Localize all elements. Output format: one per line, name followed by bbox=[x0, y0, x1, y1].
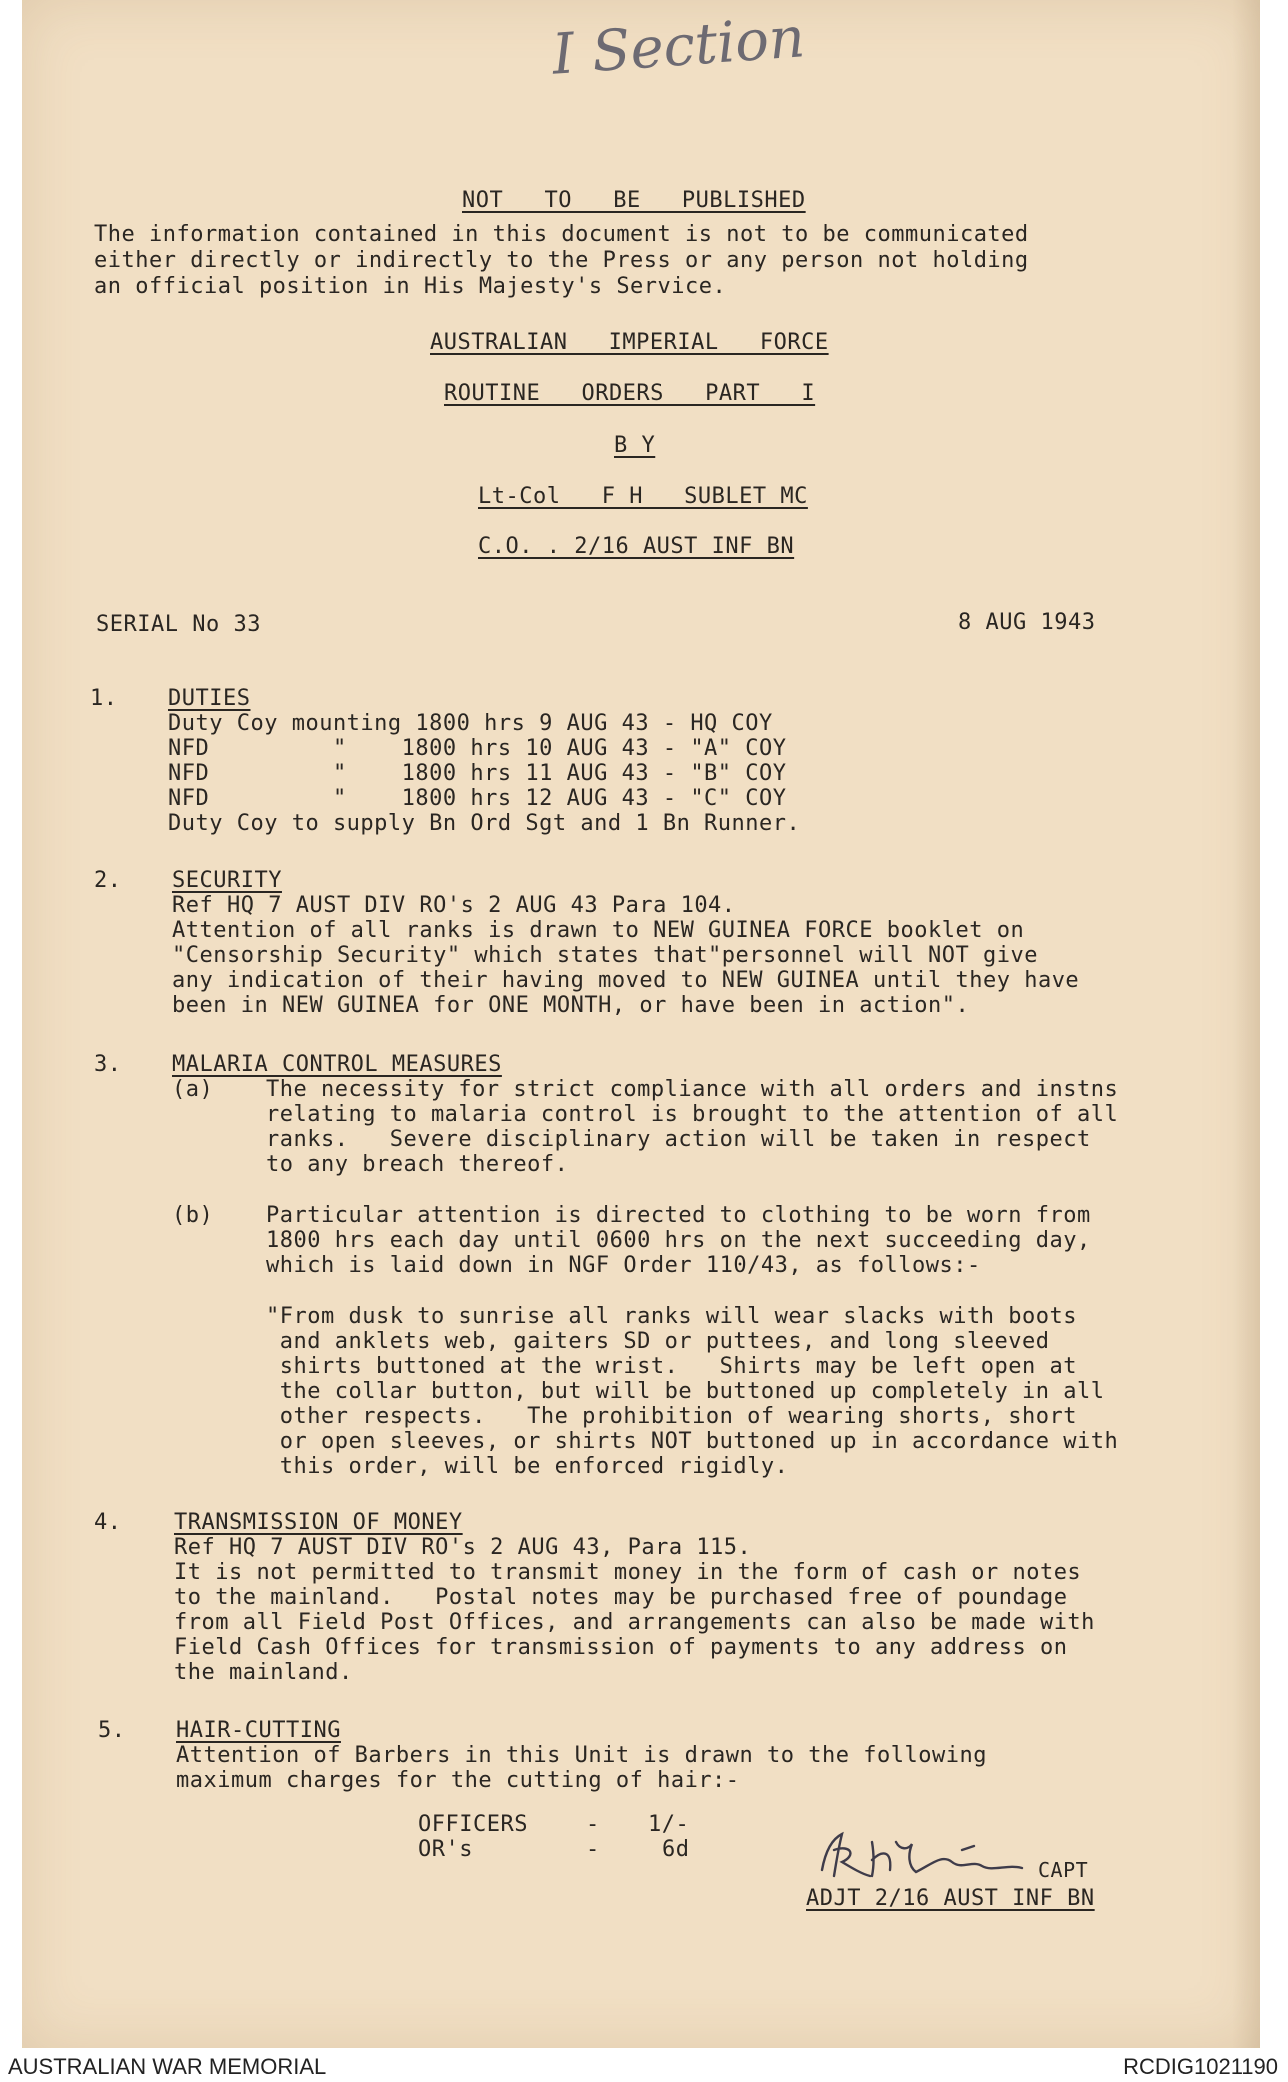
section-5-title: HAIR-CUTTING bbox=[176, 1718, 341, 1743]
money-line: Field Cash Offices for transmission of payments to any address on bbox=[174, 1635, 1068, 1660]
section-1-body bbox=[168, 711, 800, 836]
quote-line: or open sleeves, or shirts NOT buttoned up in accordance with bbox=[266, 1429, 1119, 1454]
money-line: to the mainland. Postal notes may be purchased free of poundage bbox=[174, 1585, 1068, 1610]
duty-line: Duty Coy to supply Bn Ord Sgt and 1 Bn Runner. bbox=[168, 811, 801, 836]
section-2-number: 2. bbox=[94, 868, 122, 893]
heading-orders: ROUTINE ORDERS PART I bbox=[444, 381, 816, 406]
section-3-title: MALARIA CONTROL MEASURES bbox=[172, 1052, 502, 1077]
security-line: been in NEW GUINEA for ONE MONTH, or have been in action". bbox=[172, 993, 970, 1018]
duty-line: NFD " 1800 hrs 10 AUG 43 - "A" COY bbox=[168, 736, 787, 761]
charge-row bbox=[418, 1837, 758, 1862]
footer-right: RCDIG1021190 bbox=[1123, 2054, 1278, 2079]
order-date: 8 AUG 1943 bbox=[958, 610, 1096, 635]
duty-line: NFD " 1800 hrs 11 AUG 43 - "B" COY bbox=[168, 761, 787, 786]
section-3a-label: (a) bbox=[172, 1077, 214, 1102]
charge-row bbox=[418, 1812, 758, 1837]
section-4-number: 4. bbox=[94, 1510, 122, 1535]
security-notice-line: either directly or indirectly to the Press or any person not holding bbox=[94, 248, 1029, 273]
page-edge-shadow bbox=[1232, 0, 1260, 2048]
heading-unit: C.O. . 2/16 AUST INF BN bbox=[478, 534, 795, 559]
section-5-number: 5. bbox=[98, 1718, 126, 1743]
quote-line: and anklets web, gaiters SD or puttees, and long sleeved bbox=[266, 1329, 1050, 1354]
heading-force: AUSTRALIAN IMPERIAL FORCE bbox=[430, 330, 829, 355]
haircut-line: Attention of Barbers in this Unit is drawn to the following bbox=[176, 1743, 987, 1768]
document-page bbox=[22, 0, 1260, 2048]
section-5-body bbox=[176, 1743, 987, 1793]
malaria-line: The necessity for strict compliance with all orders and instns bbox=[266, 1077, 1119, 1102]
not-to-be-published-title: NOT TO BE PUBLISHED bbox=[462, 188, 806, 213]
section-3-number: 3. bbox=[94, 1052, 122, 1077]
security-line: "Censorship Security" which states that"personnel will NOT give bbox=[172, 943, 1038, 968]
handwritten-note: I Section bbox=[550, 5, 807, 88]
serial-number: SERIAL No 33 bbox=[96, 612, 261, 637]
section-3-quote bbox=[266, 1304, 1118, 1479]
section-2-title: SECURITY bbox=[172, 868, 282, 893]
charge-price: 6d bbox=[662, 1837, 690, 1862]
section-1-title: DUTIES bbox=[168, 686, 251, 711]
malaria-line: to any breach thereof. bbox=[266, 1152, 569, 1177]
haircut-line: maximum charges for the cutting of hair:- bbox=[176, 1768, 740, 1793]
security-notice bbox=[94, 222, 1029, 300]
security-line: Ref HQ 7 AUST DIV RO's 2 AUG 43 Para 104. bbox=[172, 893, 736, 918]
security-line: Attention of all ranks is drawn to NEW GUINEA FORCE booklet on bbox=[172, 918, 1025, 943]
money-line: It is not permitted to transmit money in the form of cash or notes bbox=[174, 1560, 1082, 1585]
security-line: any indication of their having moved to NEW GUINEA until they have bbox=[172, 968, 1080, 993]
charge-who: OFFICERS bbox=[418, 1812, 528, 1837]
security-notice-line: The information contained in this document is not to be communicated bbox=[94, 222, 1029, 247]
malaria-line: Particular attention is directed to clothing to be worn from bbox=[266, 1203, 1091, 1228]
malaria-line: relating to malaria control is brought to the attention of all bbox=[266, 1102, 1119, 1127]
money-line: Ref HQ 7 AUST DIV RO's 2 AUG 43, Para 115. bbox=[174, 1535, 752, 1560]
section-3a-body bbox=[266, 1077, 1118, 1177]
section-1-number: 1. bbox=[90, 686, 118, 711]
charge-dash: - bbox=[586, 1812, 600, 1837]
charge-dash: - bbox=[586, 1837, 600, 1862]
section-2-body bbox=[172, 893, 1079, 1018]
heading-commander: Lt-Col F H SUBLET MC bbox=[478, 484, 808, 509]
quote-line: other respects. The prohibition of wearing shorts, short bbox=[266, 1404, 1077, 1429]
money-line: from all Field Post Offices, and arrangements can also be made with bbox=[174, 1610, 1095, 1635]
section-4-title: TRANSMISSION OF MONEY bbox=[174, 1510, 463, 1535]
section-3b-body bbox=[266, 1203, 1091, 1278]
duty-line: Duty Coy mounting 1800 hrs 9 AUG 43 - HQ COY bbox=[168, 711, 773, 736]
charges-table bbox=[418, 1812, 758, 1862]
malaria-line: 1800 hrs each day until 0600 hrs on the next succeeding day, bbox=[266, 1228, 1091, 1253]
section-3b-label: (b) bbox=[172, 1203, 214, 1228]
quote-line: the collar button, but will be buttoned up completely in all bbox=[266, 1379, 1105, 1404]
signature-rank: CAPT bbox=[1038, 1858, 1089, 1882]
charge-who: OR's bbox=[418, 1837, 473, 1862]
heading-by: B Y bbox=[614, 433, 656, 458]
quote-line: "From dusk to sunrise all ranks will wear slacks with boots bbox=[266, 1304, 1077, 1329]
security-notice-line: an official position in His Majesty's Service. bbox=[94, 274, 727, 299]
section-4-body bbox=[174, 1535, 1095, 1685]
duty-line: NFD " 1800 hrs 12 AUG 43 - "C" COY bbox=[168, 786, 787, 811]
charge-price: 1/- bbox=[648, 1812, 690, 1837]
signature-title: ADJT 2/16 AUST INF BN bbox=[806, 1886, 1095, 1911]
malaria-line: which is laid down in NGF Order 110/43, as follows:- bbox=[266, 1253, 981, 1278]
quote-line: shirts buttoned at the wrist. Shirts may be left open at bbox=[266, 1354, 1077, 1379]
money-line: the mainland. bbox=[174, 1660, 353, 1685]
footer-left: AUSTRALIAN WAR MEMORIAL bbox=[8, 2054, 327, 2079]
quote-line: this order, will be enforced rigidly. bbox=[266, 1454, 789, 1479]
malaria-line: ranks. Severe disciplinary action will be taken in respect bbox=[266, 1127, 1091, 1152]
